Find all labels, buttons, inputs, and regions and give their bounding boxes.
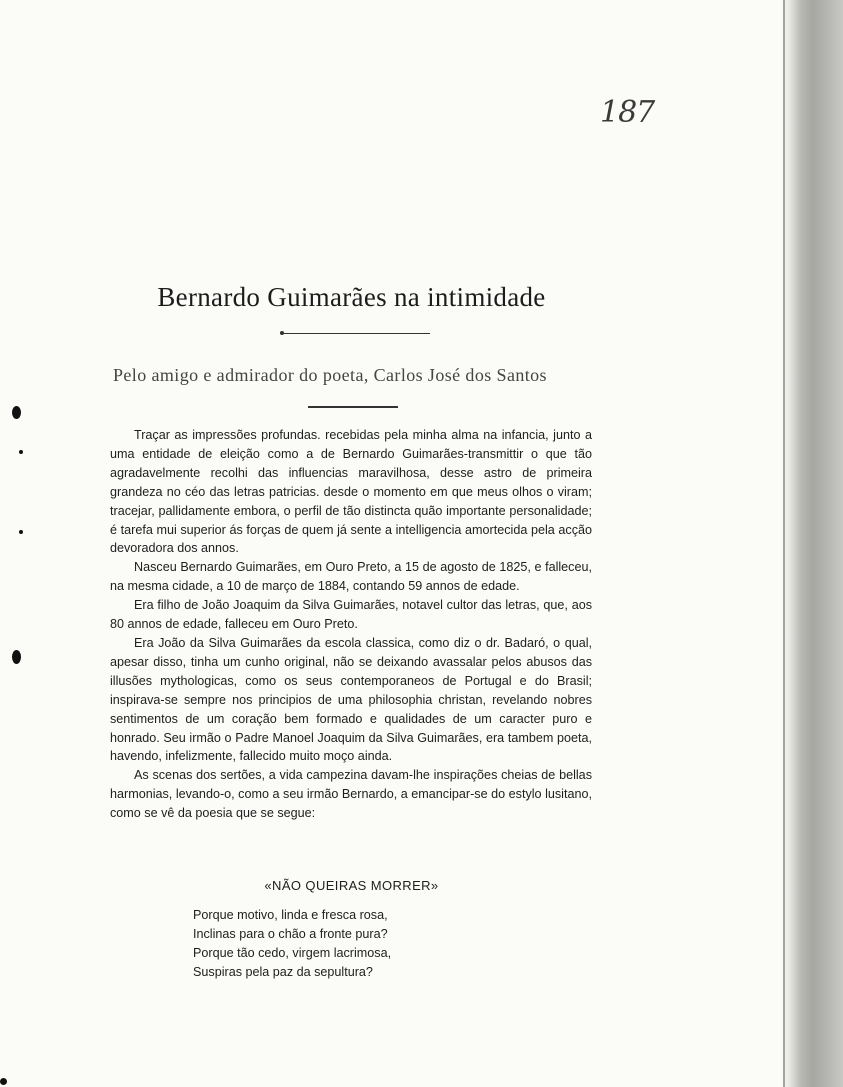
byline-divider (308, 406, 398, 408)
article-title: Bernardo Guimarães na intimidade (157, 282, 546, 312)
article-body (110, 426, 592, 823)
poem-line: Inclinas para o chão a fronte pura? (193, 927, 388, 941)
paragraph: Era filho de João Joaquim da Silva Guimarães, notavel cultor das letras, que, aos 80 annos de edade, falleceu em Ouro Preto. (110, 598, 592, 632)
binding-hole-2 (12, 650, 21, 664)
poem-title: «NÃO QUEIRAS MORRER» (264, 878, 439, 893)
binding-mark-1 (19, 450, 23, 454)
handwritten-page-number: 187 (600, 95, 655, 130)
poem-line: Suspiras pela paz da sepultura? (193, 965, 373, 979)
page-edge-shadow (781, 0, 843, 1087)
binding-mark-2 (19, 530, 23, 534)
paragraph: Nasceu Bernardo Guimarães, em Ouro Preto, a 15 de agosto de 1825, e falleceu, na mesma cidade, a 10 de março de 1884, contando 59 annos de edade. (110, 560, 592, 594)
paragraph: Era João da Silva Guimarães da escola classica, como diz o dr. Badaró, o qual, apesar disso, tinha um cunho original, não se deixando avassalar pelos abusos das illusões mythologicas, como os seus contemporaneos de Portugal e do Brasil; inspirava-se sempre nos principios de uma philosophia christan, revelando nobres sentimentos de um coração bem formado e qualidades de um caracter puro e honrado. Seu irmão o Padre Manoel Joaquim da Silva Guimarães, era tambem poeta, havendo, infelizmente, fallecido muito moço ainda. (110, 635, 592, 764)
paragraph: As scenas dos sertões, a vida campezina davam-lhe inspirações cheias de bellas harmonias, levando-o, como a seu irmão Bernardo, a emancipar-se do estylo lusitano, como se vê da poesia que se segue: (110, 768, 592, 821)
title-divider (280, 333, 430, 334)
poem-line: Porque tão cedo, virgem lacrimosa, (193, 946, 392, 960)
poem (193, 906, 391, 982)
binding-hole-1 (12, 406, 21, 419)
binding-mark-3 (0, 1078, 7, 1085)
author-byline: Pelo amigo e admirador do poeta, Carlos José dos Santos (113, 365, 547, 385)
paragraph: Traçar as impressões profundas. recebidas pela minha alma na infancia, junto a uma entidade de eleição como a de Bernardo Guimarães-transmittir o que tão agradavelmente recolhi das influencias maravilhosa, desse astro de primeira grandeza no céo das letras patricias. desde o momento em que meus olhos o viram; tracejar, pallidamente embora, o perfil de tão distincta quão importante personalidade; é tarefa mui superior ás forças de quem já sente a intelligencia amortecida pela acção devoradora dos annos. (110, 428, 592, 556)
poem-line: Porque motivo, linda e fresca rosa, (193, 908, 388, 922)
page-edge-line (783, 0, 785, 1087)
